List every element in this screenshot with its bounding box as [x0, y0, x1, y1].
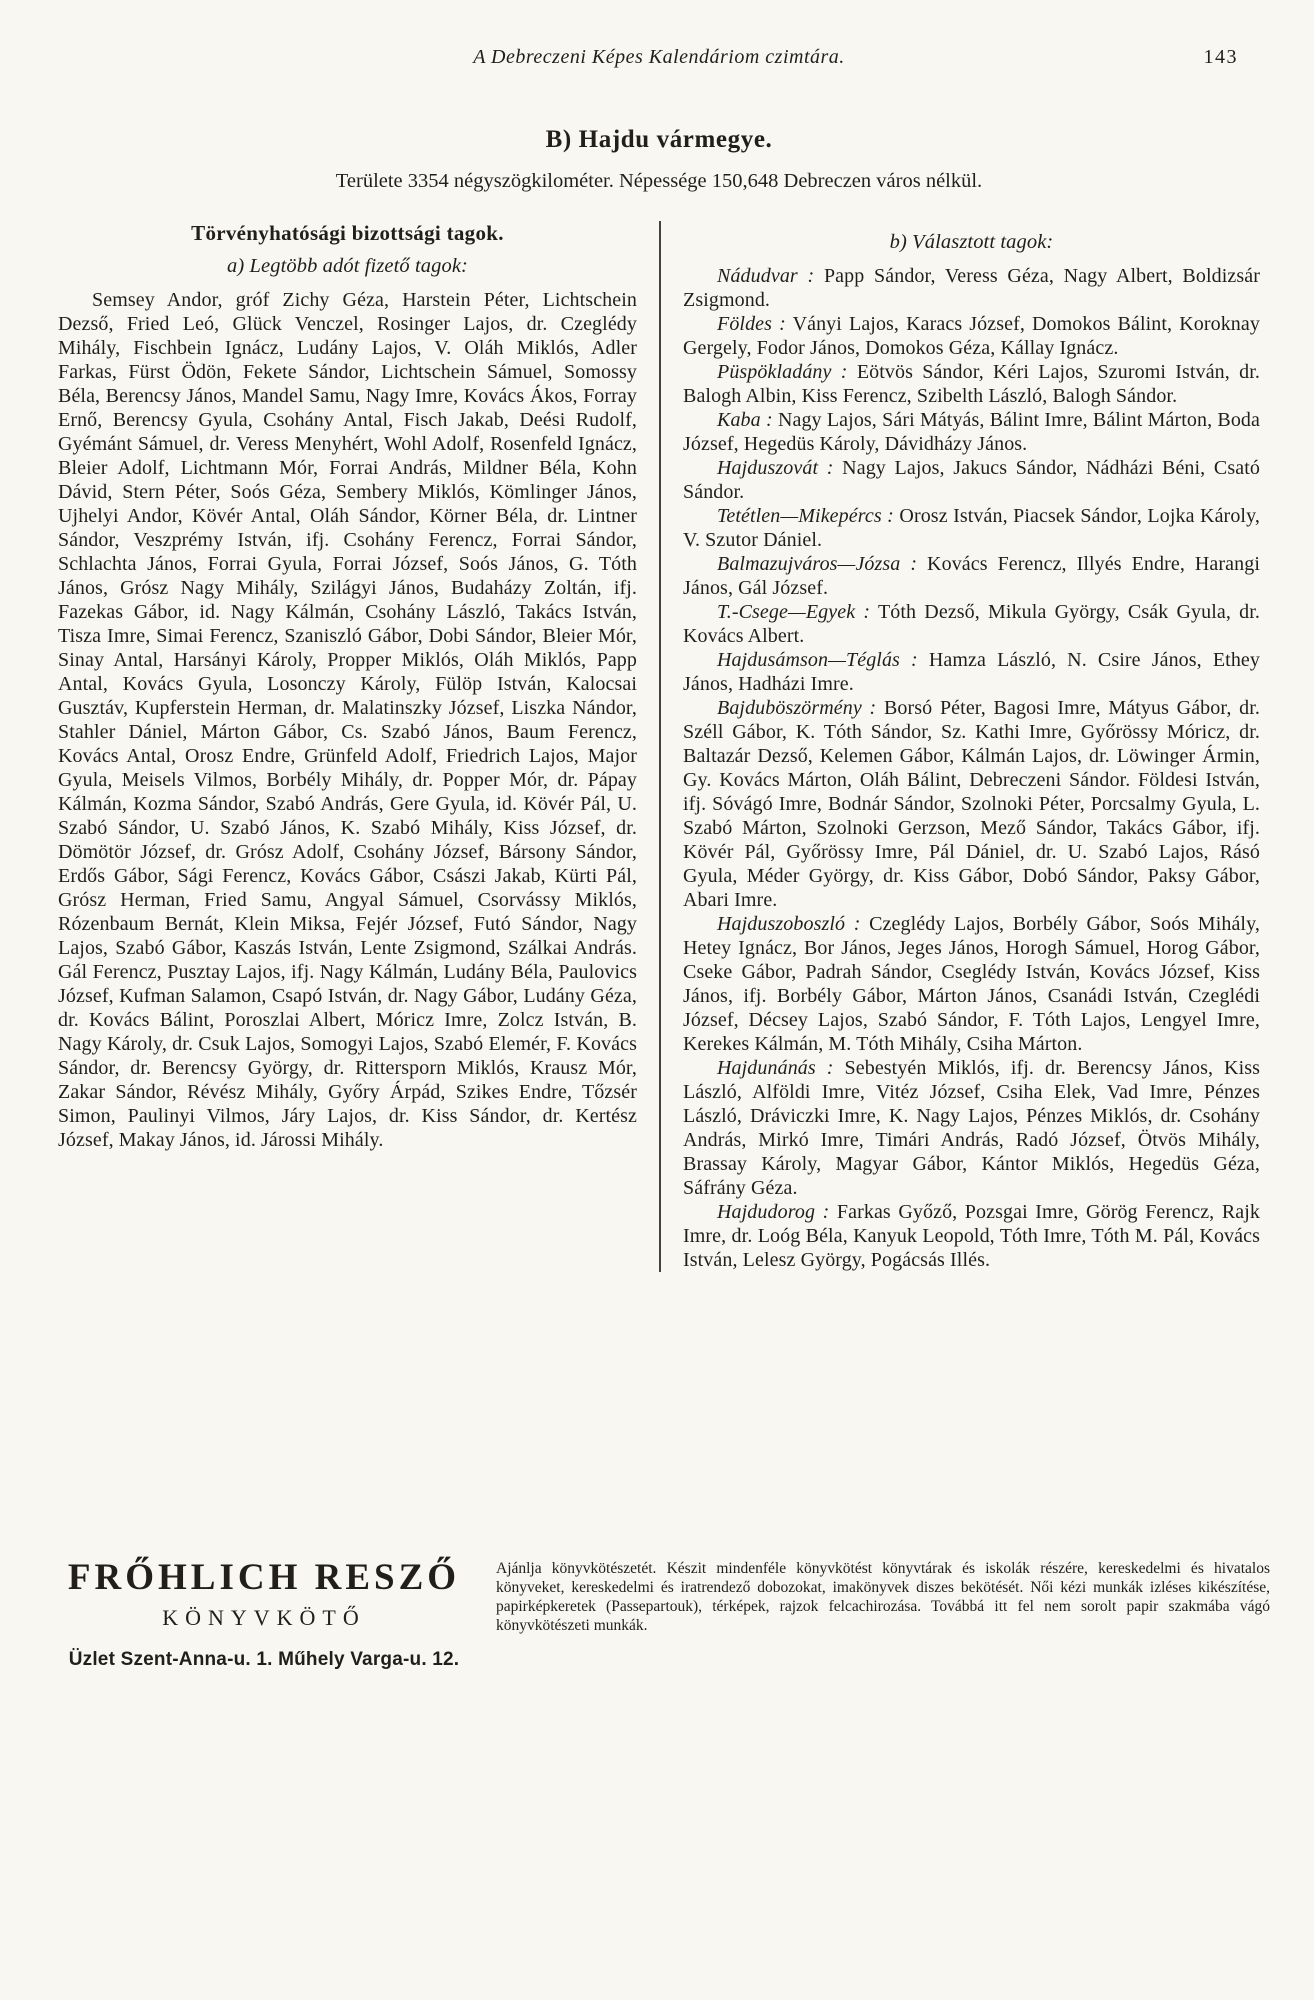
district-members: Ványi Lajos, Karacs József, Domokos Bálint, Koroknay Gergely, Fodor János, Domokos Géza, Kállay Ignácz.	[683, 313, 1260, 359]
district-name: Tetétlen—Mikepércs :	[717, 505, 894, 527]
district-name: Hajdusámson—Téglás :	[717, 649, 918, 671]
district-members: Farkas Győző, Pozsgai Imre, Görög Ferencz, Rajk Imre, dr. Loóg Béla, Kanyuk Leopold, Tóth Imre, Tóth M. Pál, Kovács István, Lelesz György, Pogácsás Illés.	[683, 1201, 1260, 1271]
district-name: T.-Csege—Egyek :	[717, 601, 871, 623]
district-name: Hajdudorog :	[717, 1201, 830, 1223]
left-column-subheading: a) Legtöbb adót fizető tagok:	[227, 255, 468, 277]
advertisement-identity	[58, 1556, 470, 1671]
district-name: Kaba :	[717, 409, 773, 431]
district-entry	[683, 696, 1260, 912]
district-name: Hajduszoboszló :	[717, 913, 861, 935]
page-number: 143	[1203, 46, 1238, 68]
district-members: Tóth Dezső, Mikula György, Csák Gyula, dr. Kovács Albert.	[683, 601, 1260, 647]
district-entry	[683, 264, 1260, 312]
district-members: Sebestyén Miklós, ifj. dr. Berencsy János, Kiss László, Alföldi Imre, Vitéz József, Csiha Elek, Vad Imre, Pénzes László, Dráviczki Imre, K. Nagy Lajos, Pénzes Miklós, dr. Csohány András, Mirkó Imre, Timári András, Radó József, Ötvös Mihály, Brassay Károly, Magyar Gábor, Kántor Miklós, Hegedüs Géza, Sáfrány Géza.	[683, 1057, 1260, 1199]
district-entry	[683, 1200, 1260, 1272]
district-members: Borsó Péter, Bagosi Imre, Mátyus Gábor, dr. Széll Gábor, K. Tóth Sándor, Sz. Kathi Imre, Győrössy Móricz, dr. Baltazár Dezső, Kelemen Gábor, Kálmán Lajos, dr. Löwinger Ármin, Gy. Kovács Márton, Oláh Bálint, Debreczeni Sándor. Földesi István, ifj. Sóvágó Imre, Bodnár Sándor, Szolnoki Péter, Porcsalmy Gyula, L. Szabó Márton, Szolnoki Gerzson, Mező Sándor, Takács Gábor, ifj. Kövér Pál, Győrössy Imre, Pál Dániel, dr. U. Szabó Lajos, Rásó Gyula, Méder György, dr. Kiss Gábor, Dobó Sándor, Paksy Gábor, Abari Imre.	[683, 697, 1260, 911]
running-header-title: A Debreczeni Képes Kalendáriom czimtára.	[473, 46, 845, 68]
ad-description: Ajánlja könyvkötészetét. Készit mindenféle könyvkötést könyvtárak és iskolák részére, kereskedelmi és hivatalos könyveket, kereskedelmi és iratrendező dobozokat, imakönyvek diszes bekötését. Női kézi munkák izléses kikészítése, papirképkeretek (Passepartouk), térképek, rajzok felcachirozása. Továbbá itt fel nem sorolt papir szakmába vágó könyvkötészeti munkák.	[496, 1560, 1270, 1634]
district-entry	[683, 312, 1260, 360]
district-members: Orosz István, Piacsek Sándor, Lojka Károly, V. Szutor Dániel.	[683, 505, 1260, 551]
running-header	[58, 46, 1260, 76]
district-members: Papp Sándor, Veress Géza, Nagy Albert, Boldizsár Zsigmond.	[683, 265, 1260, 311]
left-column-heading: Törvényhatósági bizottsági tagok.	[191, 221, 504, 245]
ad-profession: KÖNYVKÖTŐ	[162, 1605, 366, 1630]
district-members: Eötvös Sándor, Kéri Lajos, Szuromi István, dr. Balogh Albin, Kiss Ferencz, Szibelth László, Balogh Sándor.	[683, 361, 1260, 407]
district-entry	[683, 1056, 1260, 1200]
district-entry	[683, 552, 1260, 600]
district-name: Földes :	[717, 313, 786, 335]
district-members: Kovács Ferencz, Illyés Endre, Harangi János, Gál József.	[683, 553, 1260, 599]
county-title: B) Hajdu vármegye.	[545, 126, 773, 153]
district-entry	[683, 360, 1260, 408]
district-name: Balmazujváros—Józsa :	[717, 553, 918, 575]
district-name: Bajduböszörmény :	[717, 697, 877, 719]
district-name: Püspökladány :	[717, 361, 848, 383]
ad-address: Üzlet Szent-Anna-u. 1. Műhely Varga-u. 12.	[68, 1649, 460, 1670]
advertisement	[58, 1556, 1270, 1671]
left-column	[58, 221, 659, 1272]
district-members: Nagy Lajos, Jakucs Sándor, Nádházi Béni, Csató Sándor.	[683, 457, 1260, 503]
district-members: Czeglédy Lajos, Borbély Gábor, Soós Mihály, Hetey Ignácz, Bor János, Jeges János, Horogh Sámuel, Horog Gábor, Cseke Gábor, Padrah Sándor, Cseglédy István, Kovács József, Kiss János, ifj. Borbély Gábor, Márton János, Csanádi István, Czeglédi József, Décsey Lajos, Szabó Sándor, F. Tóth Lajos, Lengyel Imre, Kerekes Kálmán, M. Tóth Mihály, Csiha Márton.	[683, 913, 1260, 1055]
district-entry	[683, 408, 1260, 456]
district-name: Nádudvar :	[717, 265, 815, 287]
district-entry	[683, 648, 1260, 696]
county-subtitle: Területe 3354 négyszögkilométer. Népessége 150,648 Debreczen város nélkül.	[335, 170, 983, 192]
district-members: Nagy Lajos, Sári Mátyás, Bálint Imre, Bálint Márton, Boda József, Hegedüs Károly, Dávidházy János.	[683, 409, 1260, 455]
ad-company-name: FRŐHLICH RESZŐ	[67, 1557, 461, 1598]
right-column	[659, 221, 1260, 1272]
district-name: Hajduszovát :	[717, 457, 834, 479]
district-entry	[683, 600, 1260, 648]
right-column-heading: b) Választott tagok:	[889, 231, 1054, 253]
district-members: Hamza László, N. Csire János, Ethey János, Hadházi Imre.	[683, 649, 1260, 695]
district-entry	[683, 456, 1260, 504]
district-name: Hajdunánás :	[717, 1057, 834, 1079]
district-entry	[683, 504, 1260, 552]
two-column-body	[58, 221, 1260, 1272]
taxpayer-members-list: Semsey Andor, gróf Zichy Géza, Harstein Péter, Lichtschein Dezső, Fried Leó, Glück Venczel, Rosinger Lajos, dr. Czeglédy Mihály, Fischbein Ignácz, Ludány Lajos, V. Oláh Miklós, Adler Farkas, Fürst Ödön, Fekete Sándor, Lichtschein Sámuel, Somossy Béla, Berencsy János, Mandel Samu, Nagy Imre, Kovács Ákos, Forray Ernő, Berencsy Gyula, Csohány Antal, Fisch Jakab, Deési Rudolf, Gyémánt Sámuel, dr. Veress Menyhért, Wohl Adolf, Rosenfeld Ignácz, Bleier Adolf, Lichtmann Mór, Forrai András, Mildner Béla, Kohn Dávid, Stern Péter, Soós Géza, Sembery Miklós, Kömlinger János, Ujhelyi Andor, Kövér Antal, Oláh Sándor, Körner Béla, dr. Lintner Sándor, Veszprémy István, ifj. Csohány Ferencz, Forrai Sándor, Schlachta János, Forrai Gyula, Forrai József, Soós János, G. Tóth János, Grósz Nagy Mihály, Szilágyi János, Budaházy Zoltán, ifj. Fazekas Gábor, id. Nagy Kálmán, Csohány László, Takács István, Tisza Imre, Simai Ferencz, Szaniszló Gábor, Dobi Sándor, Bleier Mór, Sinay Antal, Harsányi Károly, Propper Miklós, Oláh Miklós, Papp Antal, Kovács Gyula, Losonczy Károly, Fülöp István, Kalocsai Gusztáv, Kupferstein Herman, dr. Malatinszky József, Liszka Nándor, Stahler Dániel, Márton Gábor, Cs. Szabó János, Baum Ferencz, Kovács Antal, Orosz Endre, Grünfeld Adolf, Friedrich Lajos, Major Gyula, Meisels Vilmos, Borbély Mihály, dr. Popper Mór, dr. Pápay Kálmán, Kozma Sándor, Szabó András, Gere Gyula, id. Kövér Pál, U. Szabó Sándor, U. Szabó János, K. Szabó Mihály, Kiss József, dr. Dömötör József, dr. Grósz Adolf, Csohány József, Bársony Sándor, Erdős Gábor, Sági Ferencz, Kovács Gábor, Császi Jakab, Kürti Pál, Grósz Herman, Fried Samu, Angyal Sámuel, Csorvássy Miklós, Rózenbaum Bernát, Klein Miksa, Fejér József, Futó Sándor, Nagy Lajos, Szabó Gábor, Kaszás István, Lente Zsigmond, Szálkai András. Gál Ferencz, Pusztay Lajos, ifj. Nagy Kálmán, Ludány Béla, Paulovics József, Kufman Salamon, Csapó István, dr. Nagy Gábor, Ludány Géza, dr. Kovács Bálint, Poroszlai Albert, Móricz Imre, Zolcz István, B. Nagy Károly, dr. Csuk Lajos, Somogyi Lajos, Szabó Elemér, F. Kovács Sándor, dr. Berencsy György, dr. Rittersporn Miklós, Krausz Mór, Zakar Sándor, Révész Mihály, Győry Árpád, Szikes Endre, Tőzsér Simon, Paulinyi Vilmos, Járy Lajos, dr. Kiss Sándor, dr. Kertész József, Makay János, id. Járossi Mihály.	[58, 289, 637, 1151]
district-entry	[683, 912, 1260, 1056]
